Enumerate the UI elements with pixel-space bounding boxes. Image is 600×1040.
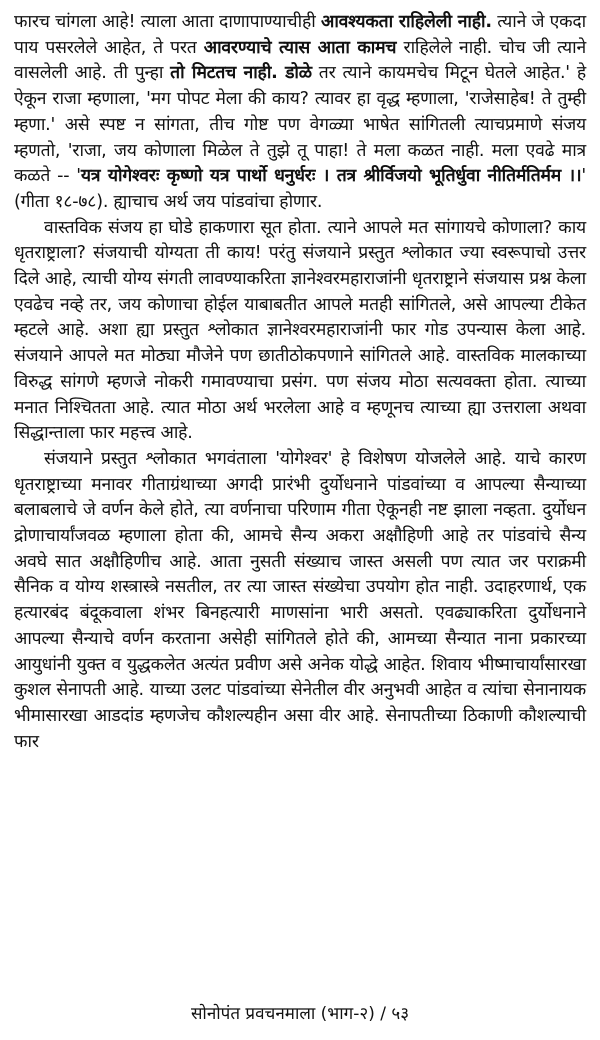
text-segment: राहिलेले नाही. चोच जी त्याने वासलेली आहे. ती पुन्हा (14, 37, 586, 84)
text-segment: ' (गीता १८-७८). ह्याचाच अर्थ जय पांडवांचा होणार. (14, 166, 586, 212)
text-segment: फारच चांगला आहे! त्याला आता दाणापाण्याचीही (14, 12, 316, 32)
gita-verse: यत्र योगेश्वरः कृष्णो यत्र पार्थो धनुर्धरः । तत्र श्रीर्विजयो भूतिर्धुवा नीतिर्मतिर्मम ।। (80, 166, 582, 187)
bold-text-segment: तो मिटतच नाही. डोळे (170, 63, 312, 84)
page-footer: सोनोपंत प्रवचनमाला (भाग-२) / ५३ (190, 1004, 410, 1024)
paragraph-3: संजयाने प्रस्तुत श्लोकात भगवंताला 'योगेश्वर' हे विशेषण योजलेले आहे. याचे कारण धृतराष्ट्राच्या मनावर गीताग्रंथाच्या अगदी प्रारंभी दुर्योधनाने पांडवांच्या व आपल्या सैन्याच्या बलाबलाचे जे वर्णन केले होते, त्या वर्णनाचा परिणाम गीता ऐकूनही नष्ट झाला नव्हता. दुर्योधन द्रोणाचार्यांजवळ म्हणाला होता की, आमचे सैन्य अकरा अक्षौहिणी आहे तर पांडवांचे सैन्य अवघे सात अक्षौहिणीच आहे. आता नुसती संख्याच जास्त असली पण त्यात जर पराक्रमी सैनिक व योग्य शस्त्रास्त्रे नसतील, तर त्या जास्त संख्येचा उपयोग होत नाही. उदाहरणार्थ, एक हत्यारबंद बंदूकवाला शंभर बिनहत्यारी माणसांना भारी असतो. एवढ्याकरिता दुर्योधनाने आपल्या सैन्याचे वर्णन करताना असेही सांगितले होते की, आमच्या सैन्यात नाना प्रकारच्या आयुधांनी युक्त व युद्धकलेत अत्यंत प्रवीण असे अनेक योद्धे आहेत. शिवाय भीष्माचार्यांसारखा कुशल सेनापती आहे. याच्या उलट पांडवांच्या सेनेतील वीर अनुभवी आहेत व त्यांचा सेनानायक भीमासारखा आडदांड म्हणजेच कौशल्यहीन असा वीर आहे. सेनापतीच्या ठिकाणी कौशल्याची फार (14, 448, 586, 752)
paragraph-2: वास्तविक संजय हा घोडे हाकणारा सूत होता. त्याने आपले मत सांगायचे कोणाला? काय धृतराष्ट्राला? संजयाची योग्यता ती काय! परंतु संजयाने प्रस्तुत श्लोकात ज्या स्वरूपाचो उत्तर दिले आहे, त्याची योग्य संगती लावण्याकरिता ज्ञानेश्वरमहाराजांनी धृतराष्ट्राने संजयास प्रश्न केला एवढेच नव्हे तर, जय कोणाचा होईल याबाबतीत आपले मतही सांगितले, असे आपल्या टीकेत म्हटले आहे. अशा ह्या प्रस्तुत श्लोकात ज्ञानेश्वरमहाराजांनी फार गोड उपन्यास केला आहे. संजयाने आपले मत मोठ्या मौजेने पण छातीठोकपणाने सांगितले आहे. वास्तविक मालकाच्या विरुद्ध सांगणे म्हणजे नोकरी गमावण्याचा प्रसंग. पण संजय मोठा सत्यवक्ता होता. त्याच्या मनात निश्चितता आहे. त्यात मोठा अर्थ भरलेला आहे व म्हणूनच त्याच्या ह्या उत्तराला अथवा सिद्धान्ताला फार महत्त्व आहे. (14, 217, 586, 444)
text-segment: त्याने जे एकदा पाय पसरलेले आहेत, ते परत (14, 12, 586, 58)
paragraph-1 (14, 10, 586, 216)
text-segment: तर त्याने कायमचेच मिटून घेतले आहेत.' हे ऐकून राजा म्हणाला, 'मग पोपट मेला की काय? त्यावर हा वृद्ध म्हणाला, 'राजेसाहेब! ते तुम्ही म्हणा.' असे स्पष्ट न सांगता, तीच गोष्ट पण वेगळ्या भाषेत सांगितली त्याचप्रमाणे संजय म्हणतो, 'राजा, जय कोणाला मिळेल ते तुझे तू पाहा! ते मला कळत नाही. मला एवढे मात्र कळते -- ' (14, 63, 586, 187)
bold-text-segment: आवश्यकता राहिलेली नाही. (320, 12, 492, 32)
bold-text-segment: आवरण्याचे त्यास आता कामच (203, 37, 397, 58)
page-body (14, 10, 586, 755)
book-page (14, 10, 586, 1030)
